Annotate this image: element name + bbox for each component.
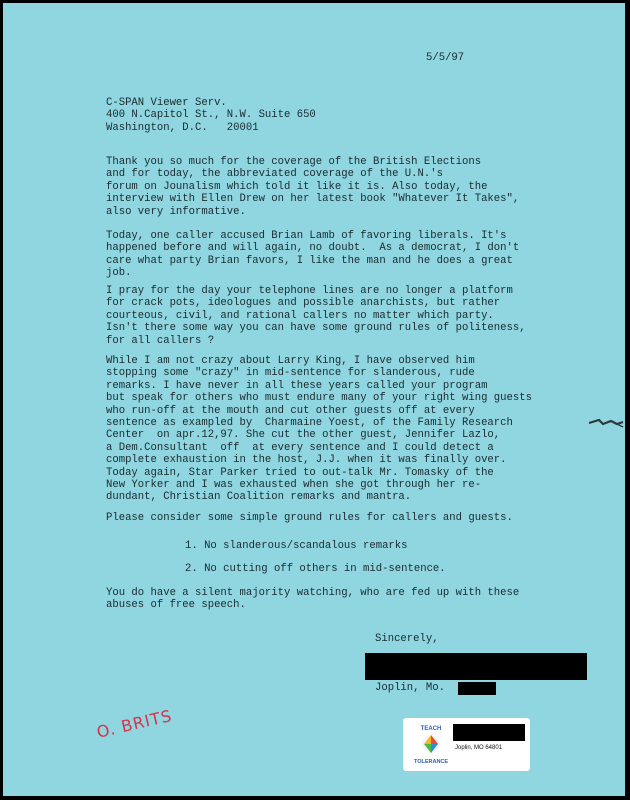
paragraph-silent-majority: You do have a silent majority watching, who are fed up with these abuses of free speech.: [106, 587, 520, 612]
closing: Sincerely,: [375, 633, 439, 645]
handwritten-note: O. BRITS: [94, 705, 175, 742]
svg-text:TEACH: TEACH: [420, 726, 442, 732]
paragraph-thanks: Thank you so much for the coverage of the British Elections and for today, the abbreviated coverage of the U.N.'s forum on Jounalism which told it like it is. Also today, the interview with Ellen Drew on her latest book "Whatever It Takes", also very informative.: [106, 156, 520, 218]
signoff-location: Joplin, Mo.: [375, 682, 445, 694]
redacted-signature: [365, 653, 587, 680]
paragraph-ground-rules: Please consider some simple ground rules for callers and guests.: [106, 512, 513, 524]
address-label: [403, 718, 530, 771]
paragraph-larry-king: While I am not crazy about Larry King, I have observed him stopping some "crazy" in mid-sentence for slanderous, rude remarks. I have never in all these years called your program but speak for others who must endure many of your right wing guests who run-off at the mouth and cut other guests off at every sentence as exampled by Charmaine Yoest, of the Family Research Center on apr.12,97. She cut the other guest, Jennifer Lazlo, a Dem.Consultant off at every sentence and I could detect a complete exhaustion in the host, J.J. when it was finally over. Today again, Star Parker tried to out-talk Mr. Tomasky of the New Yorker and I was exhausted when she got through her re- dundant, Christian Coalition remarks and mantra.: [106, 355, 532, 504]
label-city: Joplin, MO 64801: [455, 745, 503, 751]
redacted-zip: [458, 682, 496, 695]
paragraph-platform: I pray for the day your telephone lines are no longer a platform for crack pots, ideologues and possible anarchists, but rather courteous, civil, and rational callers no matter which party. Isn't there some way you can have some ground rules of politeness, for all callers ?: [106, 285, 526, 347]
paragraph-caller: Today, one caller accused Brian Lamb of favoring liberals. It's happened before and will again, no doubt. As a democrat, I don't care what party Brian favors, I like the man and he does a great job.: [106, 230, 520, 280]
recipient-address: C-SPAN Viewer Serv. 400 N.Capitol St., N.W. Suite 650 Washington, D.C. 20001: [106, 97, 316, 134]
letter-date: 5/5/97: [426, 52, 465, 64]
redacted-label-name: [453, 724, 525, 741]
svg-text:TOLERANCE: TOLERANCE: [413, 759, 449, 765]
margin-pen-mark-icon: [587, 415, 627, 431]
rule-item: 1. No slanderous/scandalous remarks: [185, 540, 408, 552]
rule-item: 2. No cutting off others in mid-sentence.: [185, 563, 446, 575]
teach-tolerance-logo-icon: [411, 722, 451, 766]
